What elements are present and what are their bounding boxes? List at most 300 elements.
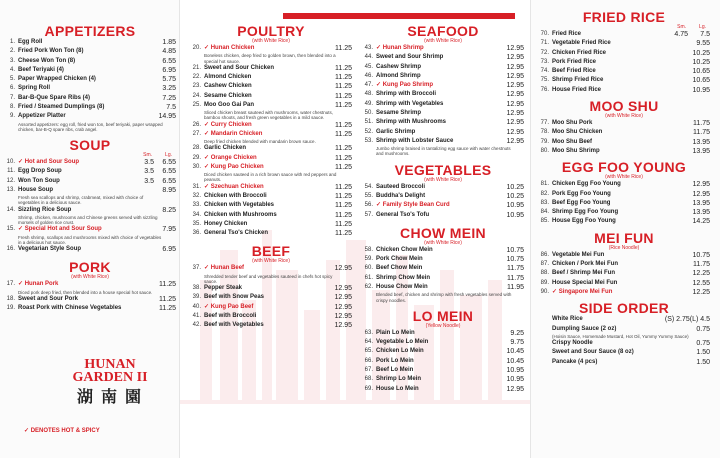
item-number: 8. xyxy=(9,104,15,111)
item-name: Sweet and Sour Sauce (8 oz) xyxy=(552,349,634,356)
item-price-large: 10.95 xyxy=(692,86,710,94)
menu-item xyxy=(190,163,352,172)
item-price: 11.75 xyxy=(693,261,710,269)
item-name: Shrimp Chow Mein xyxy=(376,274,430,281)
item-price-small xyxy=(672,39,688,48)
item-price: 12.95 xyxy=(506,72,524,80)
item-price: (S) 2.75(L) 4.5 xyxy=(664,316,710,324)
item-number: 73. xyxy=(540,58,549,65)
item-price-large: 6.55 xyxy=(162,159,176,167)
menu-item xyxy=(362,255,524,264)
item-price: 1.50 xyxy=(696,358,710,366)
item-number: 63. xyxy=(364,329,373,336)
menu-item xyxy=(538,260,710,269)
menu-item xyxy=(362,53,524,62)
item-price: 11.25 xyxy=(335,74,352,81)
item-description: Fresh sea scallops and shrimp, crabmeat, mixed with choice of vegetables in a delicious sauce. xyxy=(18,195,144,206)
item-price: 11.95 xyxy=(507,284,524,292)
menu-item xyxy=(362,347,524,356)
item-description: Diced chicken sauteed in a rich brown sauce with red peppers and peanuts. xyxy=(204,172,337,183)
item-price: 12.95 xyxy=(506,54,524,62)
size-large-label: Lg. xyxy=(699,24,706,30)
item-name: ✓ Mandarin Chicken xyxy=(204,130,263,137)
menu-item xyxy=(362,183,524,192)
menu-item xyxy=(190,130,352,139)
item-name: Cashew Chicken xyxy=(204,83,252,90)
menu-item xyxy=(190,64,352,73)
item-price: 10.95 xyxy=(506,202,524,210)
menu-item xyxy=(190,144,352,153)
item-name: Sweet and Sour Chicken xyxy=(204,64,275,71)
item-price: 12.95 xyxy=(334,303,352,311)
item-price: 10.75 xyxy=(506,246,524,254)
item-price: 14.25 xyxy=(692,218,710,226)
item-price: 11.25 xyxy=(335,64,352,72)
item-number: 56. xyxy=(364,202,373,209)
friedrice-section xyxy=(538,10,710,95)
item-number: 81. xyxy=(540,181,549,188)
item-price: 10.75 xyxy=(506,256,524,264)
item-price: 11.25 xyxy=(159,281,176,289)
item-name: Beef with Broccoli xyxy=(204,313,257,320)
eggfooyoung-heading: EGG FOO YOUNG xyxy=(561,159,687,176)
item-price: 11.25 xyxy=(335,101,352,109)
item-number xyxy=(538,358,552,367)
item-price: 10.75 xyxy=(692,251,710,259)
menu-item xyxy=(538,49,710,58)
item-name: Pork Egg Foo Young xyxy=(552,190,611,197)
item-number: 51. xyxy=(364,119,373,126)
item-description: Deep fried chicken blended with mandarin brown sauce. xyxy=(204,139,316,145)
item-price: 11.25 xyxy=(335,83,352,91)
item-price: 1.50 xyxy=(696,349,710,357)
item-price: 12.95 xyxy=(506,91,524,99)
seafood-subheading: (with White Rice) xyxy=(424,38,462,44)
item-name: Moo Goo Gai Pan xyxy=(204,101,255,108)
item-number: 67. xyxy=(364,366,373,373)
item-name: Beef with Vegetables xyxy=(204,322,264,329)
menu-item xyxy=(538,288,710,297)
item-price: 12.95 xyxy=(506,82,524,90)
item-name: Beef Chow Mein xyxy=(376,265,423,272)
item-number: 43. xyxy=(364,45,373,51)
menu-item xyxy=(538,58,710,67)
item-name: Pepper Steak xyxy=(204,285,243,292)
item-price: 12.95 xyxy=(692,190,710,198)
item-number: 89. xyxy=(540,279,549,286)
item-description: Sliced chicken breast sauteed with mushrooms, water chestnuts, bamboo shoots, and fresh green vegetables in a mild sauce. xyxy=(204,110,334,121)
item-price: 5.75 xyxy=(162,76,176,84)
item-name: ✓ Family Style Bean Curd xyxy=(376,202,450,209)
item-price: 11.25 xyxy=(335,220,352,228)
item-name: Almond Chicken xyxy=(204,74,252,80)
item-number: 49. xyxy=(364,100,373,107)
item-price: 12.95 xyxy=(334,285,352,293)
item-name: ✓ Hunan Pork xyxy=(18,281,59,288)
item-name: Shrimp with Vegetables xyxy=(376,100,444,107)
item-number: 66. xyxy=(364,357,373,364)
item-price: 12.25 xyxy=(692,270,710,278)
item-number: 36. xyxy=(192,230,201,237)
item-price: 11.25 xyxy=(335,163,352,171)
pork-section xyxy=(4,260,176,313)
menu-item xyxy=(362,366,524,375)
item-price-large: 10.25 xyxy=(692,49,710,57)
item-name: Chicken Egg Foo Young xyxy=(552,181,621,188)
item-price: 7.5 xyxy=(166,104,176,112)
item-price: 11.25 xyxy=(335,192,352,200)
item-number: 23. xyxy=(192,83,201,90)
item-name: House Soup xyxy=(18,186,54,193)
item-name: Chicken with Vegetables xyxy=(204,202,275,209)
item-price: 10.95 xyxy=(506,366,524,374)
menu-item xyxy=(538,325,710,334)
item-number: 53. xyxy=(364,137,373,144)
item-name: Fried Pork Won Ton (8) xyxy=(18,48,84,55)
item-number: 71. xyxy=(540,40,549,47)
eggfooyoung-subheading: (with White Rice) xyxy=(605,174,643,181)
menu-item xyxy=(362,72,524,81)
item-price-large: 6.95 xyxy=(162,246,176,254)
logo-line2: GARDEN II xyxy=(72,370,148,385)
menu-item xyxy=(362,192,524,201)
seafood-section xyxy=(362,24,524,157)
item-number: 1. xyxy=(9,39,15,45)
item-price-large: 10.25 xyxy=(692,58,710,66)
item-number: 12. xyxy=(6,177,15,184)
item-number: 57. xyxy=(364,211,373,218)
item-name: Appetizer Platter xyxy=(18,113,66,120)
vegetables-subheading: (with White Rice) xyxy=(424,176,462,183)
item-number: 21. xyxy=(192,64,201,71)
menu-item xyxy=(190,220,352,229)
item-number: 90. xyxy=(540,288,549,295)
poultry-subheading: (with White Rice) xyxy=(252,38,290,44)
menu-item xyxy=(4,57,176,66)
top-accent-bar xyxy=(283,13,515,19)
lomein-subheading: (Yellow Noodle) xyxy=(425,322,461,329)
item-number: 39. xyxy=(192,294,201,301)
item-number: 14. xyxy=(6,206,15,213)
item-number: 79. xyxy=(540,138,549,145)
item-price: 10.95 xyxy=(506,376,524,384)
item-price-small xyxy=(672,67,688,76)
item-name: Beef Fried Rice xyxy=(552,68,596,75)
menu-item xyxy=(362,81,524,90)
item-number: 55. xyxy=(364,192,373,199)
menu-item xyxy=(538,217,710,226)
item-number: 76. xyxy=(540,86,549,93)
item-price: 11.25 xyxy=(335,130,352,138)
item-price: 13.95 xyxy=(692,147,710,155)
vegetables-section xyxy=(362,163,524,220)
item-number: 52. xyxy=(364,128,373,135)
item-price: 7.25 xyxy=(162,94,176,102)
menu-item xyxy=(4,206,176,215)
menu-item xyxy=(4,66,176,75)
item-price-small: 3.5 xyxy=(144,168,154,176)
item-number: 27. xyxy=(192,130,201,137)
item-price-small xyxy=(672,58,688,67)
poultry-heading: POULTRY xyxy=(237,23,305,39)
pork-subheading: (with White Rice) xyxy=(71,274,109,281)
item-price-large: 6.55 xyxy=(162,168,176,176)
item-price: 13.95 xyxy=(692,209,710,217)
menu-item xyxy=(538,30,710,39)
item-price-small xyxy=(672,76,688,85)
item-name: Sweet and Sour Pork xyxy=(18,295,79,302)
item-name: House Chow Mein xyxy=(376,284,428,291)
left-column xyxy=(4,24,176,313)
size-small-label: Sm. xyxy=(677,24,686,30)
item-price: 12.95 xyxy=(506,119,524,127)
item-price-small xyxy=(138,186,154,195)
item-number: 47. xyxy=(364,82,373,89)
item-name: ✓ Kung Pao Chicken xyxy=(204,163,264,170)
item-name: Moo Shu Beef xyxy=(552,138,592,145)
item-price: 11.25 xyxy=(335,92,352,100)
item-price: 12.95 xyxy=(506,385,524,393)
menu-item xyxy=(4,38,176,47)
item-number: 58. xyxy=(364,246,373,253)
item-number: 19. xyxy=(6,305,15,312)
item-price: 1.85 xyxy=(162,39,176,46)
item-number: 13. xyxy=(6,186,15,193)
menu-item xyxy=(538,39,710,48)
menu-item xyxy=(4,103,176,112)
item-number: 10. xyxy=(6,159,15,166)
item-number: 9. xyxy=(9,113,15,120)
item-price: 12.95 xyxy=(506,128,524,136)
item-number: 22. xyxy=(192,74,201,80)
item-number: 35. xyxy=(192,220,201,227)
chowmein-heading: CHOW MEIN xyxy=(400,224,486,241)
item-number: 37. xyxy=(192,265,201,272)
item-price: 12.95 xyxy=(506,45,524,52)
item-price: 11.25 xyxy=(335,183,352,191)
item-name: Spring Roll xyxy=(18,85,50,92)
item-number: 25. xyxy=(192,101,201,108)
item-number: 80. xyxy=(540,147,549,154)
menu-item xyxy=(4,112,176,121)
menu-item xyxy=(4,75,176,84)
menu-item xyxy=(190,82,352,91)
soup-section xyxy=(4,138,176,254)
item-price-large: 8.95 xyxy=(162,186,176,194)
item-name: Chicken Lo Mein xyxy=(376,348,424,355)
item-description: Assorted appetizers: egg roll, fried won ton, beef teriyaki, paper wrapped chicken, bar-B-Q spare ribs, crab angel. xyxy=(18,121,163,132)
menu-item xyxy=(190,312,352,321)
item-name: Shrimp Egg Foo Young xyxy=(552,209,619,216)
item-number: 24. xyxy=(192,92,201,99)
item-number: 28. xyxy=(192,145,201,152)
mooshu-subheading: (with White Rice) xyxy=(605,113,643,120)
menu-item xyxy=(362,264,524,273)
item-name: ✓ Hunan Chicken xyxy=(204,45,255,51)
menu-item xyxy=(538,180,710,189)
item-price-small xyxy=(138,206,154,215)
item-price: 11.25 xyxy=(335,145,352,153)
item-name: Vegetarian Style Soup xyxy=(18,246,82,253)
item-name: House Lo Mein xyxy=(376,385,419,392)
menu-item xyxy=(190,211,352,220)
menu-item xyxy=(538,119,710,128)
item-price-large: 9.55 xyxy=(696,40,710,48)
item-price-large: 6.55 xyxy=(162,177,176,185)
item-price: 11.25 xyxy=(335,211,352,219)
item-name: Paper Wrapped Chicken (4) xyxy=(18,76,96,83)
menu-item xyxy=(190,293,352,302)
menu-item xyxy=(4,94,176,103)
item-number: 62. xyxy=(364,284,373,291)
menu-item xyxy=(362,137,524,146)
item-name: Sesame Shrimp xyxy=(376,110,422,117)
menu-item xyxy=(362,109,524,118)
menu-item xyxy=(362,329,524,338)
item-number: 85. xyxy=(540,218,549,225)
item-number: 4. xyxy=(9,66,15,73)
item-name: House Special Mei Fun xyxy=(552,279,618,286)
menu-item xyxy=(362,90,524,99)
item-price: 11.75 xyxy=(507,274,524,282)
lomein-heading: LO MEIN xyxy=(412,307,474,324)
size-small-label: Sm. xyxy=(143,152,152,159)
item-name: ✓ Special Hot and Sour Soup xyxy=(18,226,102,233)
item-price: 12.95 xyxy=(334,265,352,273)
menu-item xyxy=(538,67,710,76)
item-price: 9.25 xyxy=(510,329,524,337)
menu-item xyxy=(362,246,524,255)
mooshu-heading: MOO SHU xyxy=(589,98,659,115)
item-price-small: 3.5 xyxy=(144,177,154,185)
item-price-large: 7.95 xyxy=(162,226,176,234)
item-number: 54. xyxy=(364,183,373,190)
item-name: Chicken with Mushrooms xyxy=(204,211,277,218)
item-name: Cheese Won Ton (8) xyxy=(18,57,76,64)
item-number: 7. xyxy=(9,94,15,101)
item-price-small xyxy=(672,49,688,58)
item-number: 59. xyxy=(364,256,373,263)
menu-item xyxy=(362,211,524,220)
menu-item xyxy=(4,186,176,195)
menu-item xyxy=(190,201,352,210)
item-number: 17. xyxy=(6,281,15,288)
item-price-large: 7.5 xyxy=(700,31,710,38)
item-name: ✓ Singapore Mei Fun xyxy=(552,288,613,295)
menu-item xyxy=(190,284,352,293)
menu-item xyxy=(190,101,352,110)
item-name: ✓ Hunan Beef xyxy=(204,265,245,272)
item-number: 2. xyxy=(9,48,15,55)
item-name: Plain Lo Mein xyxy=(376,329,415,336)
logo-chinese: 湖 南 園 xyxy=(76,389,143,406)
size-large-label: Lg. xyxy=(165,152,172,159)
item-number: 20. xyxy=(192,45,201,51)
item-price: 0.75 xyxy=(696,325,710,333)
item-price: 13.95 xyxy=(692,199,710,207)
item-price-large: 10.65 xyxy=(692,68,710,76)
item-name: Shrimp with Broccoli xyxy=(376,91,437,98)
item-price: 11.75 xyxy=(693,120,710,128)
item-price: 13.95 xyxy=(692,138,710,146)
item-name: Beef with Snow Peas xyxy=(204,294,265,301)
menu-item xyxy=(190,183,352,192)
item-price-large: 8.25 xyxy=(162,206,176,214)
item-name: Fried Rice xyxy=(552,31,582,37)
item-number: 74. xyxy=(540,68,549,75)
menu-item xyxy=(4,225,176,234)
item-number: 29. xyxy=(192,154,201,161)
item-number xyxy=(538,339,552,348)
item-number: 15. xyxy=(6,226,15,233)
item-name: Beef Lo Mein xyxy=(376,366,414,373)
item-description: Boneless chicken, deep fried to golden brown, then blended into a special hot sauce. xyxy=(204,53,336,64)
item-number: 78. xyxy=(540,129,549,136)
item-name: Sweet and Sour Shrimp xyxy=(376,54,444,61)
menu-item xyxy=(538,251,710,260)
item-number: 26. xyxy=(192,121,201,128)
seafood-heading: SEAFOOD xyxy=(407,23,479,39)
item-price: 12.95 xyxy=(334,313,352,321)
item-name: Garlic Chicken xyxy=(204,145,247,152)
item-name: ✓ Orange Chicken xyxy=(204,154,257,161)
item-price: 11.25 xyxy=(335,154,352,162)
menu-item xyxy=(362,44,524,53)
menu-item xyxy=(190,73,352,82)
item-price: 10.25 xyxy=(506,183,524,191)
item-number xyxy=(538,348,552,357)
item-name: Crispy Noodle xyxy=(552,340,593,347)
item-number: 69. xyxy=(364,385,373,392)
item-number: 60. xyxy=(364,265,373,272)
item-name: Cashew Shrimp xyxy=(376,63,422,70)
item-number: 38. xyxy=(192,285,201,292)
item-number: 34. xyxy=(192,211,201,218)
menu-item xyxy=(362,283,524,292)
right-column xyxy=(538,10,710,367)
menu-item xyxy=(362,375,524,384)
menu-item xyxy=(538,339,710,348)
menu-item xyxy=(4,245,176,254)
item-name: Shrimp with Mushrooms xyxy=(376,119,447,126)
item-name: ✓ Szechuan Chicken xyxy=(204,183,264,190)
item-name: Pork Chow Mein xyxy=(376,256,423,263)
item-name: Beef Teriyaki (4) xyxy=(18,66,64,73)
item-name: House Egg Foo Young xyxy=(552,218,616,225)
item-name: Egg Roll xyxy=(18,39,43,45)
menu-item xyxy=(190,92,352,101)
item-name: Pork Fried Rice xyxy=(552,58,597,65)
menu-item xyxy=(190,229,352,238)
item-name: ✓ Hot and Sour Soup xyxy=(18,159,80,166)
eggfooyoung-section xyxy=(538,160,710,226)
item-name: Beef Egg Foo Young xyxy=(552,199,611,206)
vegetables-heading: VEGETABLES xyxy=(394,161,492,178)
center-right-column xyxy=(362,24,524,394)
item-number xyxy=(538,325,552,334)
restaurant-logo xyxy=(60,358,160,407)
item-price-small xyxy=(138,225,154,234)
item-name: ✓ Curry Chicken xyxy=(204,121,252,128)
item-price: 11.25 xyxy=(335,45,352,52)
item-price-small xyxy=(672,86,688,95)
beef-heading: BEEF xyxy=(251,243,291,260)
item-name: Won Ton Soup xyxy=(18,177,60,184)
item-number: 11. xyxy=(7,168,15,175)
item-price: 12.95 xyxy=(506,100,524,108)
item-number: 83. xyxy=(540,199,549,206)
item-number: 88. xyxy=(540,270,549,277)
